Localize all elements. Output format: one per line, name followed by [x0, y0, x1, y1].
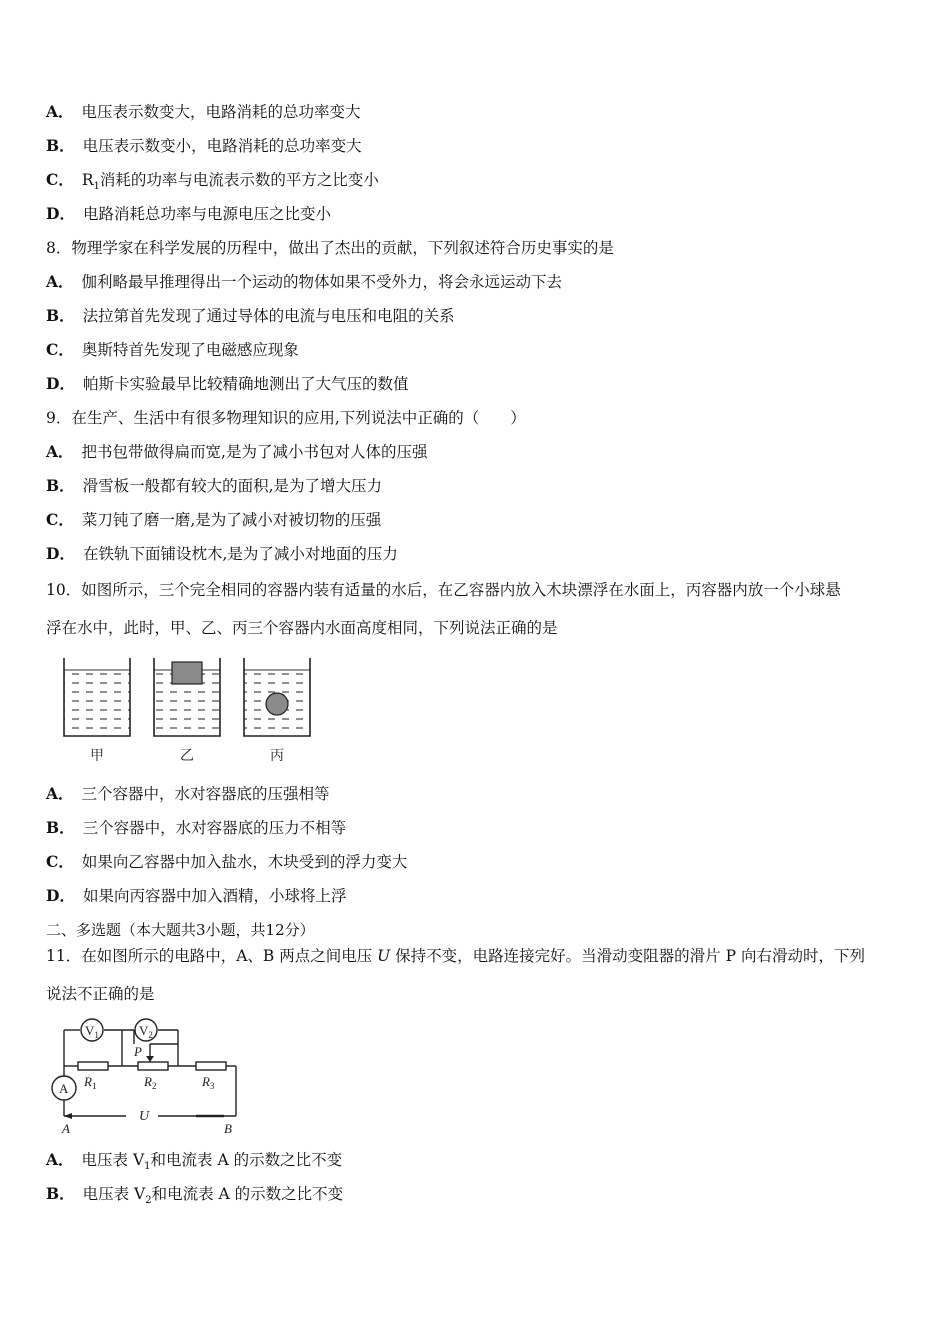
q7-option-a: A． 电压表示数变大，电路消耗的总功率变大: [46, 102, 361, 121]
resistor-r1: [78, 1062, 108, 1070]
r3-label: $R_3$: [202, 1074, 215, 1091]
q9-stem: 9．在生产、生活中有很多物理知识的应用,下列说法中正确的（ ）: [46, 409, 526, 427]
q8-stem: 8．物理学家在科学发展的历程中，做出了杰出的贡献，下列叙述符合历史事实的是: [46, 239, 614, 257]
label-bing: 丙: [270, 748, 284, 764]
q10-option-d: D． 如果向丙容器中加入酒精，小球将上浮: [46, 886, 347, 905]
a-terminal-label: A: [62, 1121, 70, 1136]
label-yi: 乙: [180, 748, 194, 764]
container-yi: [154, 658, 220, 736]
q9-option-d: D． 在铁轨下面铺设枕木,是为了减小对地面的压力: [46, 544, 398, 563]
q7-option-c: C． $R_1$消耗的功率与电流表示数的平方之比变小: [46, 170, 379, 193]
section-title-multiple-choice: 二、多选题（本大题共3小题，共12分）: [46, 921, 315, 939]
q8-option-d: D． 帕斯卡实验最早比较精确地测出了大气压的数值: [46, 374, 409, 393]
q8-option-a: A． 伽利略最早推理得出一个运动的物体如果不受外力，将会永远运动下去: [46, 272, 563, 291]
q8-option-b: B． 法拉第首先发现了通过导体的电流与电压和电阻的关系: [46, 306, 455, 325]
q9-option-c: C． 菜刀钝了磨一磨,是为了减小对被切物的压强: [46, 510, 382, 529]
container-bing: [244, 658, 310, 736]
label-jia: 甲: [90, 748, 104, 764]
q10-option-b: B． 三个容器中，水对容器底的压力不相等: [46, 818, 347, 837]
container-jia: [64, 658, 130, 736]
q11-option-b: B． 电压表 $V_2$和电流表 A 的示数之比不变: [46, 1184, 344, 1207]
q7-option-b: B． 电压表示数变小，电路消耗的总功率变大: [46, 136, 362, 155]
q9-option-b: B． 滑雪板一般都有较大的面积,是为了增大压力: [46, 476, 383, 495]
q7-option-d: D． 电路消耗总功率与电源电压之比变小: [46, 204, 331, 223]
b-terminal-label: B: [224, 1121, 232, 1136]
q9-option-a: A． 把书包带做得扁而宽,是为了减小书包对人体的压强: [46, 442, 428, 461]
v1-label: $V_1$: [85, 1023, 99, 1040]
q10-stem-line2: 浮在水中，此时，甲、乙、丙三个容器内水面高度相同，下列说法正确的是: [46, 619, 558, 637]
q11-option-a: A． 电压表 $V_1$和电流表 A 的示数之比不变: [46, 1150, 343, 1173]
q11-circuit-diagram: [46, 1012, 256, 1137]
u-label: U: [139, 1109, 150, 1124]
wooden-block: [172, 662, 202, 684]
q8-option-c: C． 奥斯特首先发现了电磁感应现象: [46, 340, 299, 359]
resistor-r3: [196, 1062, 226, 1070]
r2-label: $R_2$: [144, 1074, 157, 1091]
p-label: P: [134, 1044, 142, 1059]
q10-option-c: C． 如果向乙容器中加入盐水，木块受到的浮力变大: [46, 852, 408, 871]
q10-stem-line1: 10．如图所示，三个完全相同的容器内装有适量的水后，在乙容器内放入木块漂浮在水面上，丙容器内放一个小球悬: [46, 581, 841, 599]
suspended-ball: [266, 693, 288, 715]
q11-stem-line1: 11．在如图所示的电路中，A、B 两点之间电压 U 保持不变，电路连接完好。当滑动变阻器的滑片 P 向右滑动时，下列: [46, 947, 865, 965]
q11-stem-line2: 说法不正确的是: [46, 985, 155, 1003]
r1-label: $R_1$: [84, 1074, 97, 1091]
q10-containers-figure: [56, 652, 326, 770]
q10-option-a: A． 三个容器中，水对容器底的压强相等: [46, 784, 330, 803]
slider-arrow: [146, 1056, 154, 1062]
ammeter-label: A: [59, 1081, 69, 1096]
resistor-r2: [138, 1062, 168, 1070]
v2-label: $V_2$: [139, 1023, 153, 1040]
